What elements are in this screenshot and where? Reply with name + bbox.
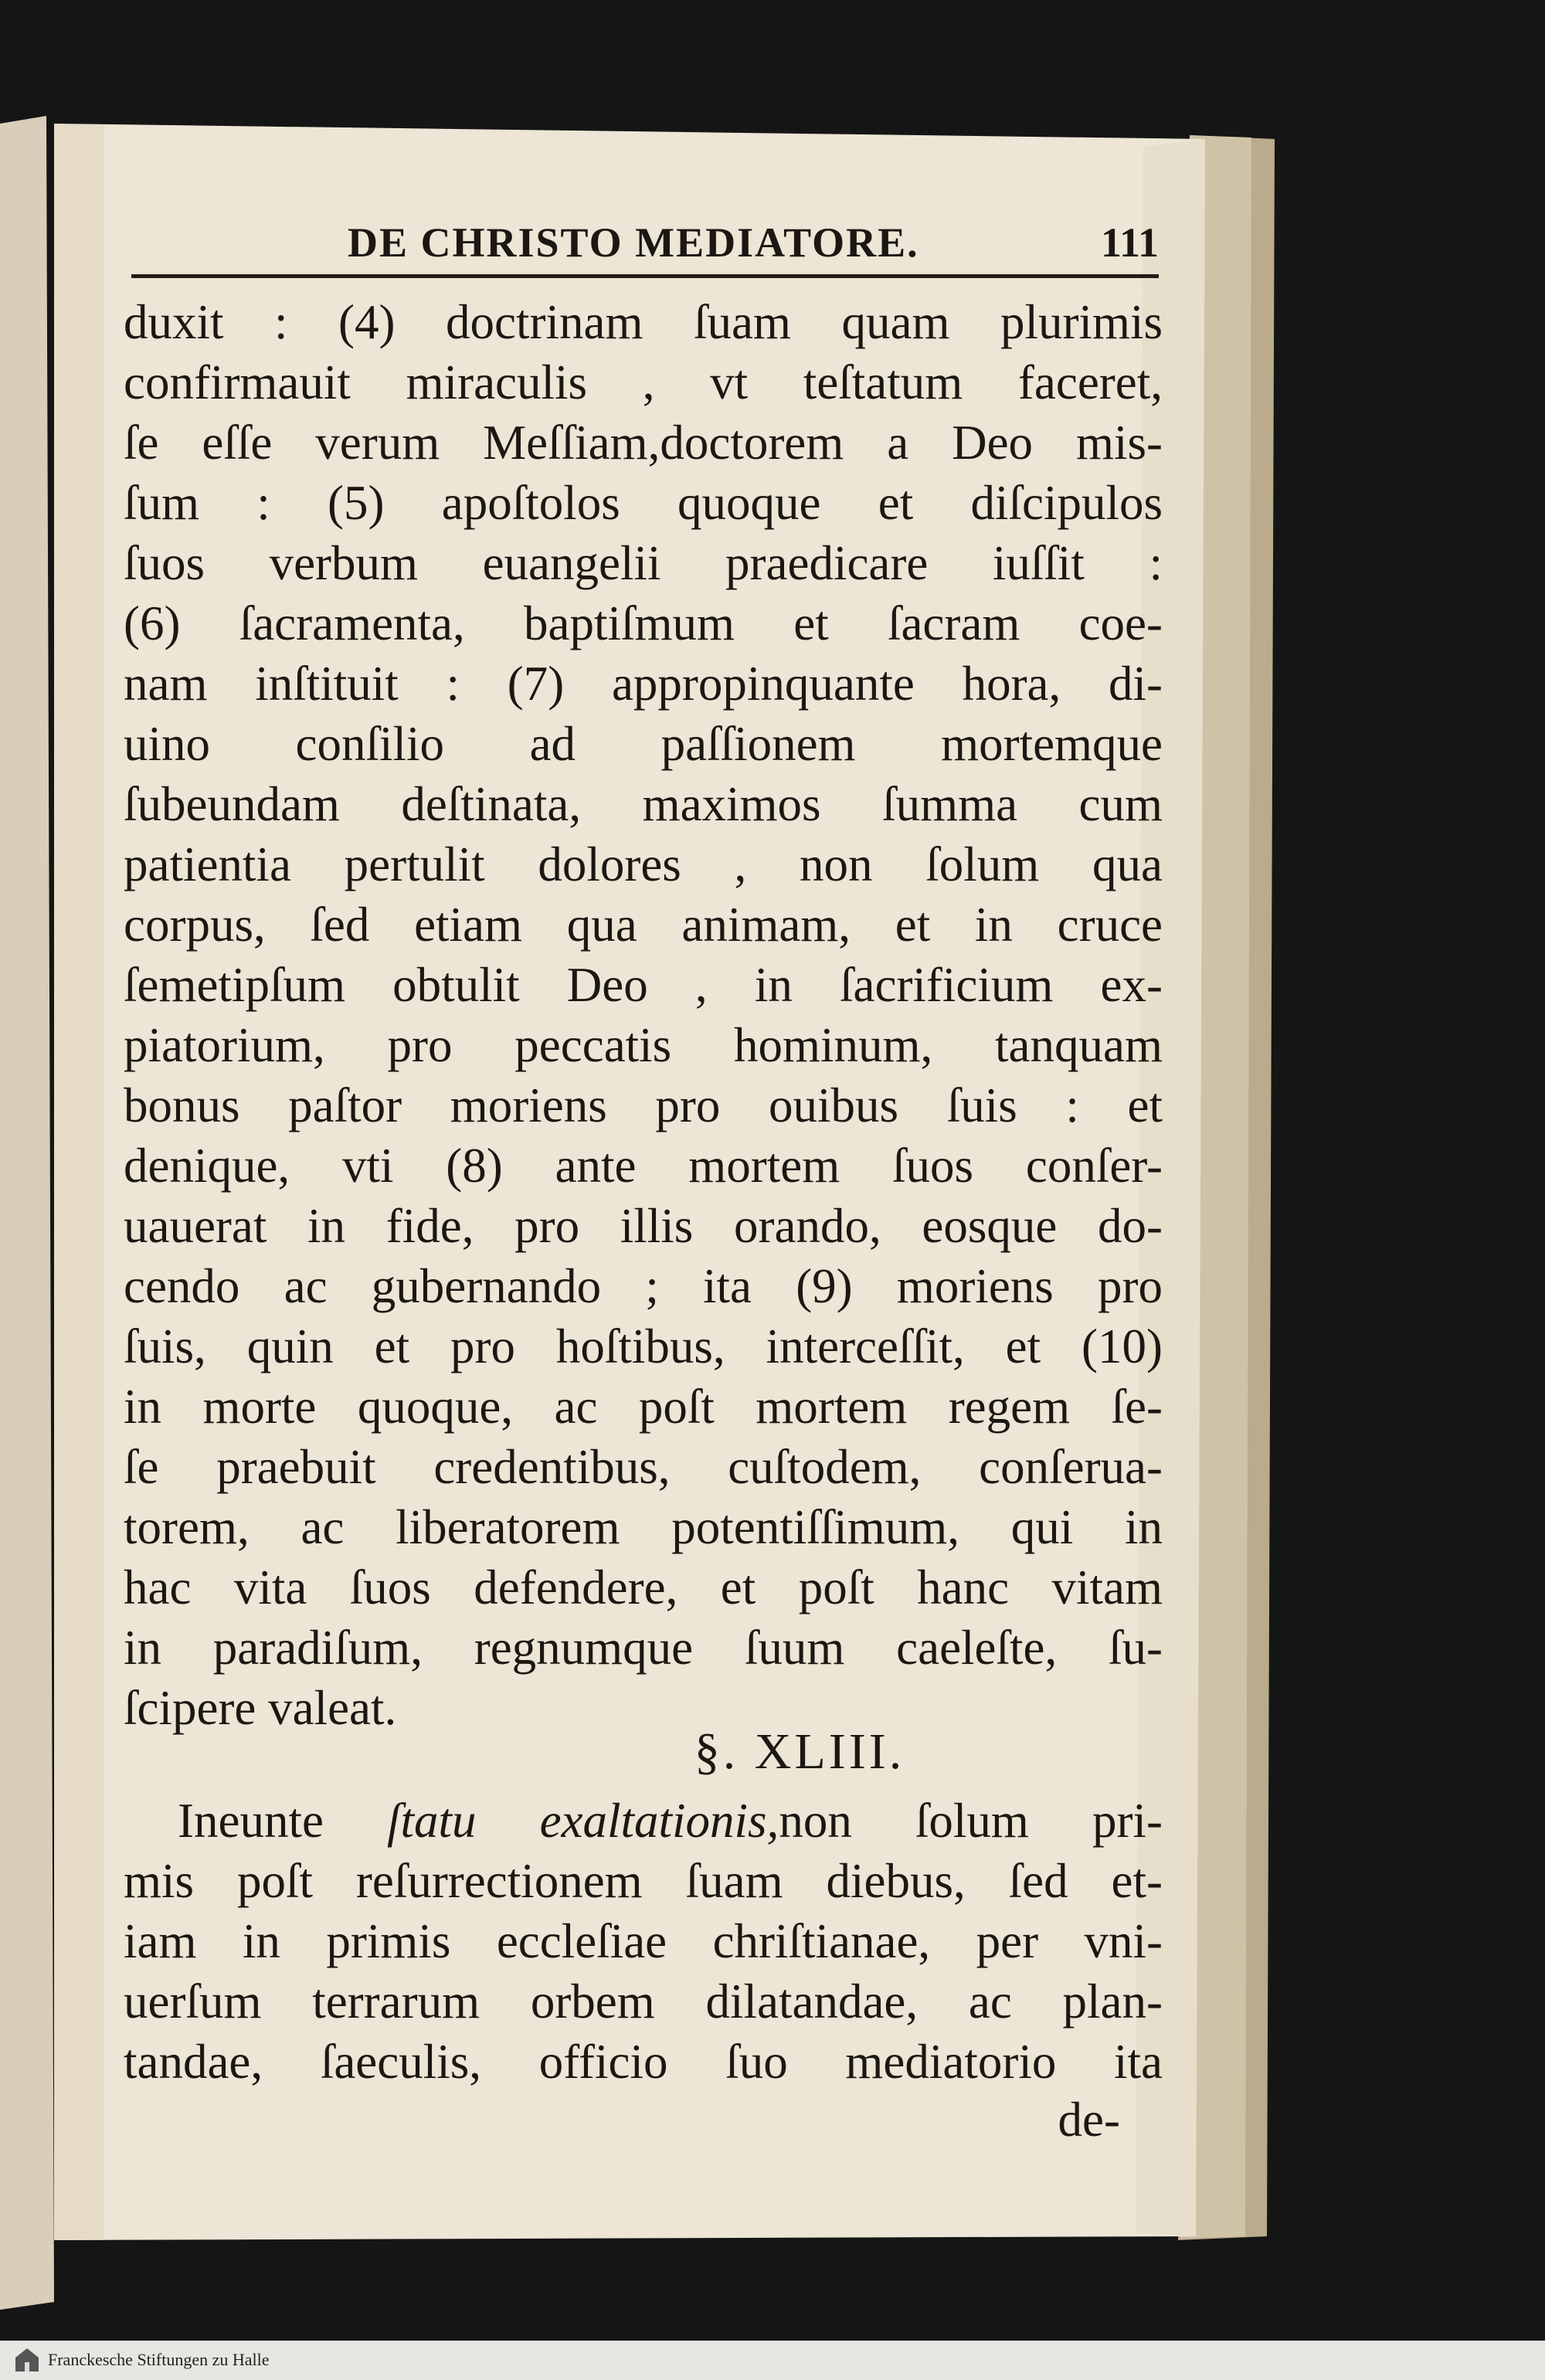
text-line: ſuis, quin et pro hoſtibus, interceſſit, et (10) [124, 1319, 1163, 1373]
text-line: ſubeundam deſtinata, maximos ſumma cum [124, 777, 1163, 831]
text-line: in paradiſum, regnumque ſuum caeleſte, ſu- [124, 1621, 1163, 1675]
text-line: ſemetipſum obtulit Deo , in ſacrificium ex- [124, 958, 1163, 1012]
text-line: ſum : (5) apoſtolos quoque et diſcipulos [124, 476, 1163, 530]
text-line: cendo ac gubernando ; ita (9) moriens pro [124, 1259, 1163, 1313]
text-line: uauerat in fide, pro illis orando, eosque do- [124, 1199, 1163, 1253]
text-line: in morte quoque, ac poſt mortem regem ſe- [124, 1380, 1163, 1434]
text-line: piatorium, pro peccatis hominum, tanquam [124, 1018, 1163, 1072]
text-line: denique, vti (8) ante mortem ſuos conſer- [124, 1139, 1163, 1193]
text-line-first [178, 1791, 1163, 1851]
text-line: iam in primis eccleſiae chriſtianae, per vni- [124, 1914, 1163, 1968]
text-line: ſe eſſe verum Meſſiam,doctorem a Deo mis- [124, 416, 1163, 470]
text-line: confirmauit miraculis , vt teſtatum faceret, [124, 355, 1163, 409]
text-line: corpus, ſed etiam qua animam, et in cruce [124, 898, 1163, 952]
text-line: mis poſt reſurrectionem ſuam diebus, ſed et- [124, 1854, 1163, 1908]
text-line: patientia pertulit dolores , non ſolum qua [124, 837, 1163, 891]
text-line: duxit : (4) doctrinam ſuam quam plurimis [124, 295, 1163, 349]
running-title: DE CHRISTO MEDIATORE. [348, 219, 919, 266]
page-number: 111 [1100, 219, 1159, 266]
text-line: nam inſtituit : (7) appropinquante hora, di- [124, 657, 1163, 711]
institution-label: Franckesche Stiftungen zu Halle [48, 2350, 270, 2369]
text-line: tandae, ſaeculis, officio ſuo mediatorio ita [124, 2035, 1163, 2089]
text-line: (6) ſacramenta, baptiſmum et ſacram coe- [124, 596, 1163, 650]
institution-logo-icon [14, 2347, 40, 2373]
text-line: ſuos verbum euangelii praedicare iuſſit : [124, 536, 1163, 590]
text-prefix: Ineunte [178, 1794, 387, 1848]
catchword: de- [1058, 2093, 1120, 2147]
text-line: ſcipere valeat. [124, 1681, 397, 1735]
section-heading: §. XLIII. [694, 1723, 905, 1780]
text-line: bonus paſtor moriens pro ouibus ſuis : et [124, 1078, 1163, 1132]
text-line: uino conſilio ad paſſionem mortemque [124, 717, 1163, 771]
text-line: torem, ac liberatorem potentiſſimum, qui in [124, 1500, 1163, 1554]
text-line: hac vita ſuos defendere, et poſt hanc vitam [124, 1560, 1163, 1614]
footer-bar [0, 2341, 1545, 2380]
text-line: uerſum terrarum orbem dilatandae, ac plan- [124, 1974, 1163, 2029]
running-head [131, 212, 1159, 278]
text-suffix: non ſolum pri- [779, 1794, 1163, 1848]
text-line: ſe praebuit credentibus, cuſtodem, conſerua- [124, 1440, 1163, 1494]
italic-term: ſtatu exaltationis, [387, 1794, 779, 1848]
